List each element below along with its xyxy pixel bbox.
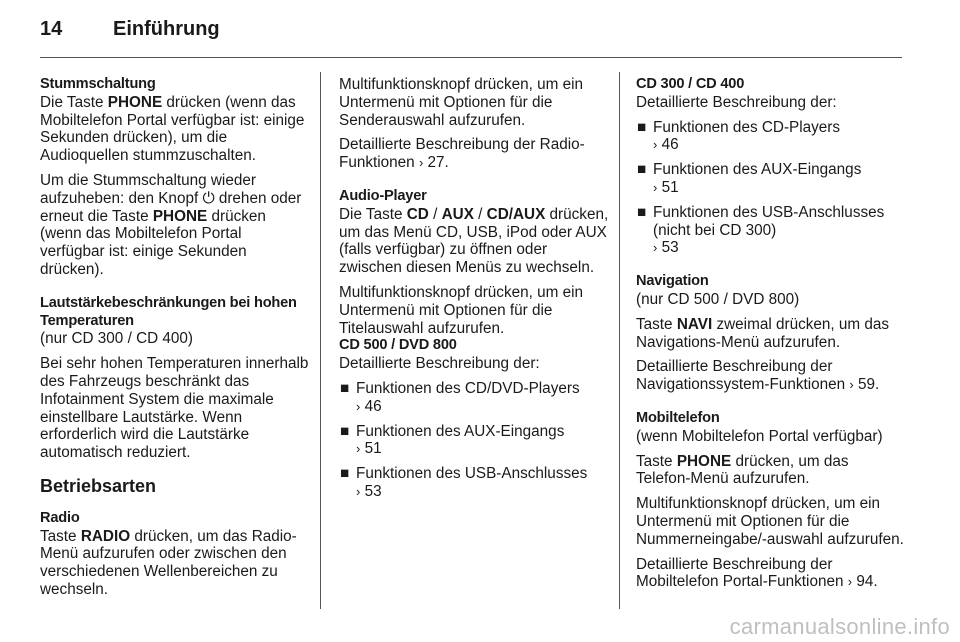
column-3 [636,76,906,598]
paragraph-stumm-1: Die Taste PHONE drücken (wenn das Mobiltelefon Portal verfügbar ist: einige Sekunden drücken), um die Audioquellen stummzuschalten. [40,93,305,165]
heading-cd300: CD 300 / CD 400 [636,76,745,92]
reference-arrow-icon: › [847,574,853,590]
page-number: 14 [40,18,63,40]
page-reference: 51 [661,178,679,196]
bullet-icon: ■ [637,161,647,179]
heading-lautstaerke: Lautstärkebeschränkungen bei hohen Temperaturen [40,294,297,329]
paragraph-nav-1: (nur CD 500 / DVD 800) [636,290,800,308]
knob-icon: ⏻ [202,189,215,207]
page-reference: 53 [364,482,382,500]
paragraph-laut-2: Bei sehr hohen Temperaturen innerhalb des Fahrzeugs beschränkt das Infotainment System die maximale einstellbare Lautstärke. Wenn erforderlich wird die Lautstärke automatisch reduziert. [40,355,309,462]
paragraph-mob-2: Taste PHONE drücken, um das Telefon-Menü aufzurufen. [636,452,849,488]
paragraph-cd500: Detaillierte Beschreibung der: [339,355,540,373]
paragraph-nav-2: Taste NAVI zweimal drücken, um das Navigations-Menü aufzurufen. [636,315,890,351]
paragraph-radio-ref: Detaillierte Beschreibung der Radio-Funktionen › 27. [339,136,585,172]
list-item: ■ Funktionen des AUX-Eingangs › 51 [637,161,862,196]
column-divider-2 [619,72,620,609]
paragraph-laut-1: (nur CD 300 / CD 400) [40,330,194,348]
paragraph-audio-1: Die Taste CD / AUX / CD/AUX drücken, um das Menü CD, USB, iPod oder AUX (falls verfügbar) zu öffnen oder zwischen diesen Menüs zu wechseln. [339,205,609,277]
cd500-feature-list [339,380,609,501]
list-item: ■ Funktionen des CD-Players › 46 [637,118,841,154]
paragraph-nav-3: Detaillierte Beschreibung der Navigationssystem-Funktionen › 59. [636,358,880,394]
bullet-icon: ■ [340,465,350,483]
page-reference: 53 [661,239,679,257]
reference-arrow-icon: › [356,483,361,499]
page-reference: 51 [364,440,382,458]
heading-radio: Radio [40,509,80,526]
bullet-icon: ■ [637,118,647,136]
bullet-icon: ■ [637,203,647,221]
paragraph-multifunktion-1: Multifunktionsknopf drücken, um ein Untermenü mit Optionen für die Senderauswahl aufzurufen. [339,76,584,129]
reference-arrow-icon: › [849,377,854,393]
list-item: ■ Funktionen des CD/DVD-Players › 46 [340,379,580,415]
reference-arrow-icon: › [653,137,658,153]
reference-arrow-icon: › [356,398,361,414]
paragraph-stumm-2: Um die Stummschaltung wieder aufzuheben: den Knopf ⏻ drehen oder erneut die Taste PHONE drücken (wenn das Mobiltelefon Portal verfügbar ist: einige Sekunden drücken). [40,171,302,278]
paragraph-audio-2: Multifunktionsknopf drücken, um ein Untermenü mit Optionen für die Titelauswahl aufzurufen. [339,283,584,337]
page-reference: 46 [364,397,382,415]
heading-mobiltelefon: Mobiltelefon [636,409,720,426]
column-2 [339,76,609,508]
reference-arrow-icon: › [653,240,658,256]
bullet-icon: ■ [340,422,350,440]
page-reference: 46 [661,136,679,154]
bullet-icon: ■ [340,379,350,397]
list-item: ■ Funktionen des AUX-Eingangs › 51 [340,422,565,458]
reference-arrow-icon: › [356,441,361,457]
heading-navigation: Navigation [636,273,709,290]
watermark-text: carmanualsonline.info [729,614,950,639]
heading-cd500: CD 500 / DVD 800 [339,337,457,354]
heading-stummschaltung: Stummschaltung [40,76,156,92]
column-1 [40,76,310,606]
paragraph-mob-4: Detaillierte Beschreibung der Mobiltelefon Portal-Funktionen › 94. [636,555,878,591]
paragraph-radio: Taste RADIO drücken, um das Radio-Menü aufzurufen oder zwischen den verschiedenen Wellenbereichen zu wechseln. [40,527,297,598]
reference-arrow-icon: › [418,155,424,171]
page-title: Einführung [113,18,220,40]
reference-arrow-icon: › [653,179,658,195]
heading-audio-player: Audio-Player [339,187,427,204]
paragraph-mob-1: (wenn Mobiltelefon Portal verfügbar) [636,427,883,445]
paragraph-mob-3: Multifunktionsknopf drücken, um ein Untermenü mit Optionen für die Nummerneingabe/-auswahl aufzurufen. [636,495,904,548]
header-rule [40,57,902,58]
list-item: ■ Funktionen des USB-Anschlusses (nicht bei CD 300) › 53 [637,203,885,257]
paragraph-cd300: Detaillierte Beschreibung der: [636,93,837,111]
cd300-feature-list [636,119,906,258]
list-item: ■ Funktionen des USB-Anschlusses › 53 [340,465,588,500]
column-divider-1 [320,72,321,609]
heading-betriebsarten: Betriebsarten [40,475,157,496]
